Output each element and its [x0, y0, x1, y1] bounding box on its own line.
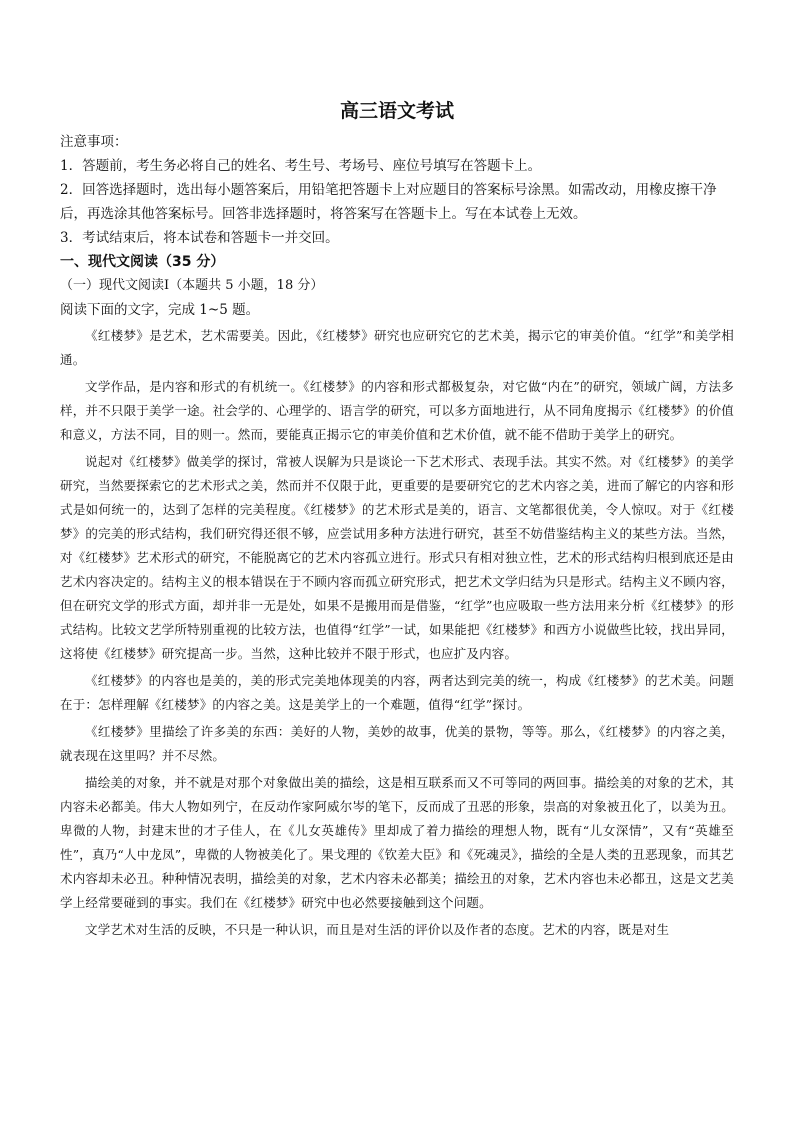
passage-paragraph-1: 《红楼梦》是艺术，艺术需要美。因此，《红楼梦》研究也应研究它的艺术美，揭示它的审美价值。“红学”和美学相通。: [60, 328, 734, 367]
notice-item-3: 3．考试结束后，将本试卷和答题卡一并交回。: [60, 230, 339, 246]
exam-title: 高三语文考试: [339, 100, 454, 122]
reading-passage: [60, 324, 734, 942]
passage-paragraph-7: 文学艺术对生活的反映，不只是一种认识，而且是对生活的评价以及作者的态度。艺术的内容，既是对生: [85, 922, 670, 937]
notice-item-2: 2．回答选择题时，选出每小题答案后，用铅笔把答题卡上对应题目的答案标号涂黑。如需改动，用橡皮擦干净后，再选涂其他答案标号。回答非选择题时，将答案写在答题卡上。写在本试卷上无效。: [60, 182, 717, 222]
exam-page: [60, 96, 734, 945]
notice-heading: 注意事项：: [60, 134, 128, 150]
reading-instruction: 阅读下面的文字，完成 1~5 题。: [60, 302, 260, 318]
passage-paragraph-5: 《红楼梦》里描绘了许多美的东西：美好的人物，美妙的故事，优美的景物，等等。那么，《红楼梦》的内容之美，就表现在这里吗？并不尽然。: [60, 724, 734, 763]
notice-item-1: 1．答题前，考生务必将自己的姓名、考生号、考场号、座位号填写在答题卡上。: [60, 158, 542, 174]
passage-paragraph-4: 《红楼梦》的内容也是美的，美的形式完美地体现美的内容，两者达到完美的统一，构成《红楼梦》的艺术美。问题在于：怎样理解《红楼梦》的内容之美。这是美学上的一个难题，值得“红学”探讨。: [60, 673, 734, 712]
section-heading: 一、现代文阅读（35 分）: [60, 254, 225, 270]
passage-paragraph-6: 描绘美的对象，并不就是对那个对象做出美的描绘，这是相互联系而又不可等同的两回事。描绘美的对象的艺术，其内容未必都美。伟大人物如列宁，在反动作家阿威尔岑的笔下，反而成了丑恶的形象，崇高的对象被丑化了，以美为丑。卑微的人物，封建末世的才子佳人，在《儿女英雄传》里却成了着力描绘的理想人物，既有“儿女深情”，又有“英雄至性”，真乃“人中龙凤”，卑微的人物被美化了。果戈理的《钦差大臣》和《死魂灵》，描绘的全是人类的丑恶现象，而其艺术内容却未必丑。种种情况表明，描绘美的对象，艺术内容未必都美；描绘丑的对象，艺术内容也未必都丑，这是文艺美学上经常要碰到的事实。我们在《红楼梦》研究中也必然要接触到这个问题。: [60, 775, 734, 910]
passage-paragraph-3: 说起对《红楼梦》做美学的探讨，常被人误解为只是谈论一下艺术形式、表现手法。其实不然。对《红楼梦》的美学研究，当然要探索它的艺术形式之美，然而并不仅限于此，更重要的是要研究它的艺术内容之美，进而了解它的内容和形式是如何统一的，达到了怎样的完美程度。《红楼梦》的艺术形式是美的，语言、文笔都很优美，令人惊叹。对于《红楼梦》的完美的形式结构，我们研究得还很不够，应尝试用多种方法进行研究，甚至不妨借鉴结构主义的某些方法。当然，对《红楼梦》艺术形式的研究，不能脱离它的艺术内容孤立进行。形式只有相对独立性，艺术的形式结构归根到底还是由艺术内容决定的。结构主义的根本错误在于不顾内容而孤立研究形式，把艺术文学归结为只是形式。结构主义不顾内容，但在研究文学的形式方面，却并非一无是处，如果不是搬用而是借鉴，“红学”也应吸取一些方法用来分析《红楼梦》的形式结构。比较文艺学所特别重视的比较方法，也值得“红学”一试，如果能把《红楼梦》和西方小说做些比较，找出异同，这将使《红楼梦》研究提高一步。当然，这种比较并不限于形式，也应扩及内容。: [60, 454, 734, 661]
subsection-heading: （一）现代文阅读Ⅰ（本题共 5 小题，18 分）: [60, 278, 324, 293]
passage-paragraph-2: 文学作品，是内容和形式的有机统一。《红楼梦》的内容和形式都极复杂，对它做“内在”的研究，领域广阔，方法多样，并不只限于美学一途。社会学的、心理学的、语言学的研究，可以多方面地进行，从不同角度揭示《红楼梦》的价值和意义，方法不同，目的则一。然而，要能真正揭示它的审美价值和艺术价值，就不能不借助于美学上的研究。: [60, 379, 734, 442]
